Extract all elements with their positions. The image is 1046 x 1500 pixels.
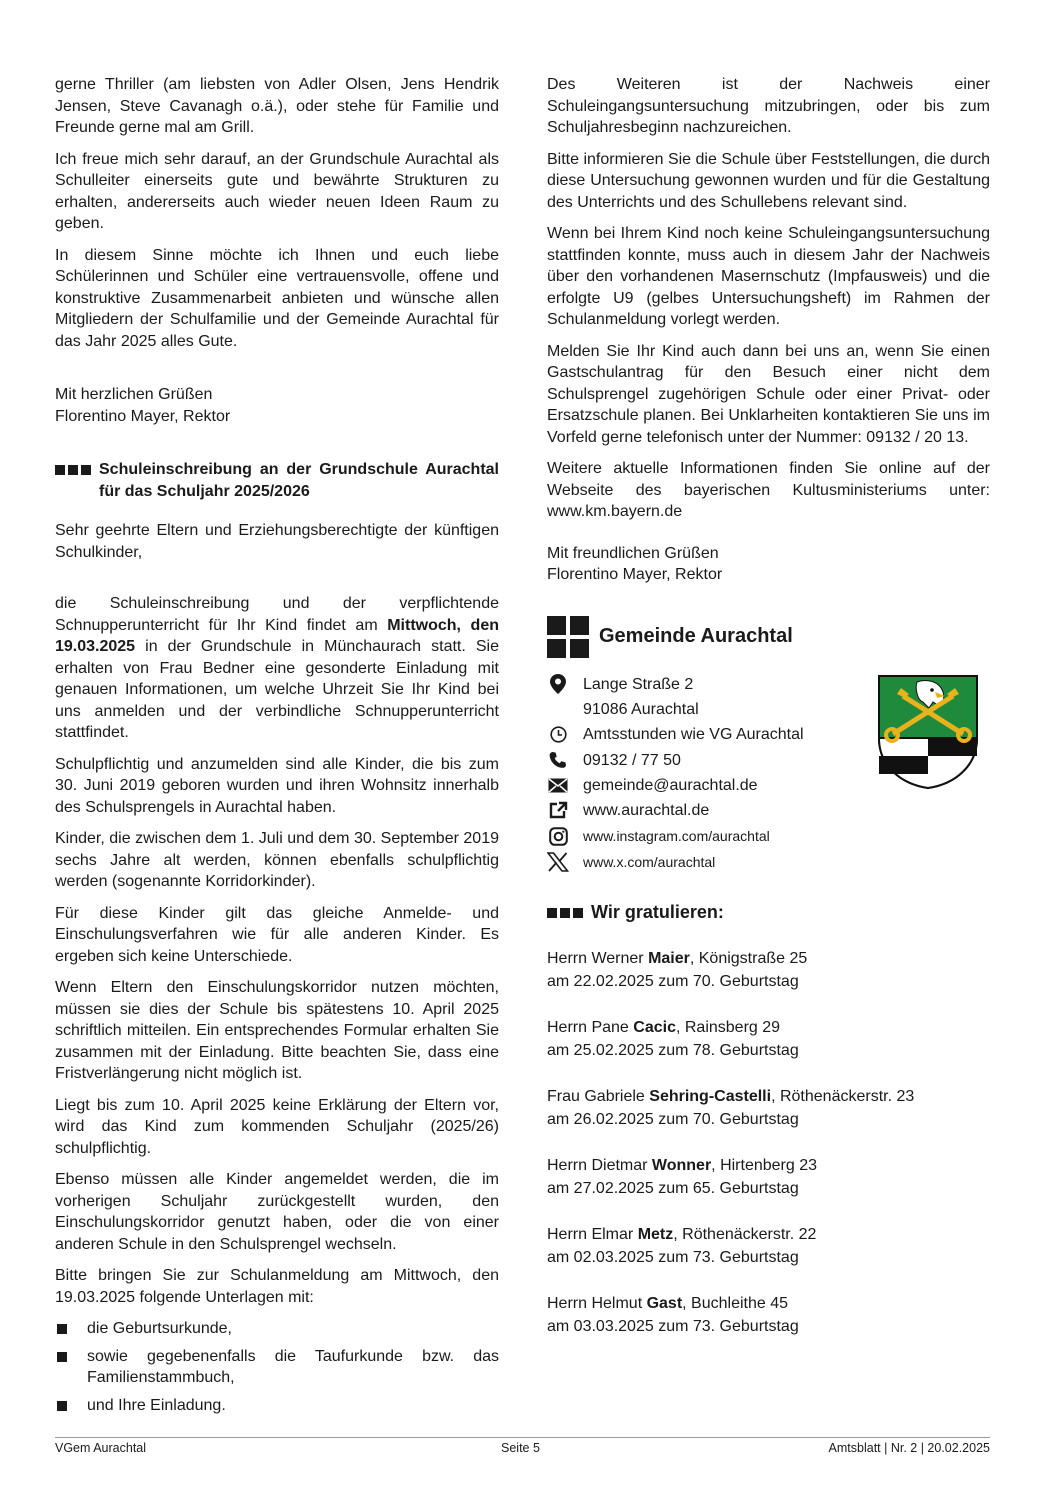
list-item: Herrn Elmar Metz, Röthenäckerstr. 22 am 02.03.2025 zum 73. Geburtstag xyxy=(547,1226,817,1266)
paragraph: Liegt bis zum 10. April 2025 keine Erklärung der Eltern vor, wird das Kind zum kommenden Schuljahr (2025/26) schulpflichtig. xyxy=(55,1096,499,1157)
phone-row xyxy=(547,750,681,772)
clock-icon xyxy=(547,724,569,744)
external-link-icon xyxy=(547,800,569,820)
paragraph: Wenn Eltern den Einschulungskorridor nutzen möchten, müssen sie dies der Schule bis spätestens 10. April 2025 schriftlich mitteilen. Ein entsprechendes Formular erhalten Sie zusammen mit der Einladung. Bitte beachten Sie, dass eine Fristverlängerung nicht möglich ist. xyxy=(55,979,499,1082)
salutation: Sehr geehrte Eltern und Erziehungsberechtigte der künftigen Schulkinder, xyxy=(55,522,499,561)
list-item: Herrn Pane Cacic, Rainsberg 29 am 25.02.2025 zum 78. Geburtstag xyxy=(547,1019,799,1059)
gemeinde-logo-icon xyxy=(547,616,589,658)
paragraph: In diesem Sinne möchte ich Ihnen und euch liebe Schülerinnen und Schüler eine vertrauensvolle, offene und konstruktive Zusammenarbeit anbieten und wünsche allen Mitgliedern der Schulfamilie und der Gemeinde Aurachtal für das Jahr 2025 alles Gute. xyxy=(55,246,499,350)
instagram-row xyxy=(547,826,770,848)
paragraph: Wenn bei Ihrem Kind noch keine Schuleingangsuntersuchung stattfinden konnte, muss auch in diesem Jahr der Nachweis über den vorhandenen Masernschutz (Impfausweis) und die erfolgte U9 (gelbes Untersuchungsheft) im Rahmen der Schulanmeldung vorlegt werden. xyxy=(547,225,990,328)
city-row xyxy=(547,699,699,721)
congrats-heading xyxy=(547,902,990,924)
gemeinde-name: Gemeinde Aurachtal xyxy=(599,624,793,647)
paragraph: Für diese Kinder gilt das gleiche Anmelde- und Einschulungsverfahren wie für alle anderen Kinder. Es ergeben sich keine Unterschiede. xyxy=(55,904,499,965)
x-row xyxy=(547,852,715,874)
instagram-icon xyxy=(547,826,569,846)
paragraph: Bitte informieren Sie die Schule über Feststellungen, die durch diese Untersuchung gewonnen wurden und für die Gestaltung des Unterrichts und des Schullebens relevant sind. xyxy=(547,150,990,211)
address-row xyxy=(547,674,693,696)
email-row xyxy=(547,775,758,797)
enrollment-date: Mittwoch, den 19.03.2025 xyxy=(55,616,499,655)
email-link[interactable]: gemeinde@aurachtal.de xyxy=(583,776,758,794)
section-heading xyxy=(55,459,499,502)
instagram-link[interactable]: www.instagram.com/aurachtal xyxy=(583,827,770,844)
bullet-square-icon xyxy=(57,1352,67,1362)
list-item: und Ihre Einladung. xyxy=(55,1395,499,1417)
paragraph: Ich freue mich sehr darauf, an der Grundschule Aurachtal als Schulleiter einerseits gute und bewährte Strukturen zu erhalten, andererseits auch wieder neuen Ideen Raum zu geben. xyxy=(55,150,499,232)
paragraph: gerne Thriller (am liebsten von Adler Olsen, Jens Hendrik Jensen, Steve Cavanagh o.ä.), oder stehe für Familie und Freunde gerne mal am Grill. xyxy=(55,76,499,136)
paragraph: Melden Sie Ihr Kind auch dann bei uns an, wenn Sie einen Gastschulantrag für den Besuch einer nicht dem Schulsprengel zugehörigen Schule oder einer Privat- oder Ersatzschule planen. Bei Unklarheiten kontaktieren Sie uns im Vorfeld gerne telefonisch unter der Nummer: 09132 / 20 13. xyxy=(547,342,990,446)
city: 91086 Aurachtal xyxy=(583,700,699,718)
issue-info: Amtsblatt | Nr. 2 | 20.02.2025 xyxy=(828,1441,990,1455)
list-item: Herrn Helmut Gast, Buchleithe 45 am 03.03.2025 zum 73. Geburtstag xyxy=(547,1295,799,1335)
congrats-list xyxy=(547,947,990,1338)
closing: Mit herzlichen Grüßen xyxy=(55,386,213,403)
paragraph: Schulpflichtig und anzumelden sind alle Kinder, die bis zum 30. Juni 2019 geboren wurden und ihren Wohnsitz innerhalb des Schulsprengels in Aurachtal haben. xyxy=(55,755,499,816)
page-number: Seite 5 xyxy=(501,1441,540,1455)
list-item: Frau Gabriele Sehring-Castelli, Röthenäckerstr. 23 am 26.02.2025 zum 70. Geburtstag xyxy=(547,1088,915,1128)
heading-squares-icon xyxy=(55,465,91,475)
street: Lange Straße 2 xyxy=(583,675,694,693)
location-pin-icon xyxy=(547,674,569,694)
bullet-square-icon xyxy=(57,1324,67,1334)
paragraph: Bitte bringen Sie zur Schulanmeldung am Mittwoch, den 19.03.2025 folgende Unterlagen mit: xyxy=(55,1267,499,1306)
signature: Florentino Mayer, Rektor xyxy=(547,566,723,583)
list-item: die Geburtsurkunde, xyxy=(55,1318,499,1340)
gemeinde-header xyxy=(547,616,990,658)
phone: 09132 / 77 50 xyxy=(583,751,681,769)
web-row xyxy=(547,800,709,822)
envelope-icon xyxy=(547,775,569,795)
heading-squares-icon xyxy=(547,908,583,918)
closing: Mit freundlichen Grüßen xyxy=(547,544,719,562)
coat-of-arms-icon xyxy=(877,674,979,790)
left-column xyxy=(55,74,499,1422)
office-hours: Amtsstunden wie VG Aurachtal xyxy=(583,725,804,743)
website-link[interactable]: www.aurachtal.de xyxy=(583,801,710,819)
page-footer xyxy=(55,1437,990,1455)
x-link[interactable]: www.x.com/aurachtal xyxy=(583,853,716,870)
x-logo-icon xyxy=(547,852,569,872)
phone-icon xyxy=(547,750,569,770)
contact-block xyxy=(547,674,990,880)
documents-list xyxy=(55,1318,499,1416)
paragraph: Kinder, die zwischen dem 1. Juli und dem 30. September 2019 sechs Jahre alt werden, können ebenfalls schulpflichtig werden (sogenannte Korridorkinder). xyxy=(55,830,499,890)
paragraph: Ebenso müssen alle Kinder angemeldet werden, die im vorherigen Schuljahr zurückgestellt wurden, den Einschulungskorridor genutzt haben, oder die von einer anderen Schule in den Schulsprengel wechseln. xyxy=(55,1171,499,1253)
list-item: Herrn Dietmar Wonner, Hirtenberg 23 am 27.02.2025 zum 65. Geburtstag xyxy=(547,1157,818,1197)
signature: Florentino Mayer, Rektor xyxy=(55,407,231,425)
list-item: Herrn Werner Maier, Königstraße 25 am 22.02.2025 zum 70. Geburtstag xyxy=(547,950,808,990)
section-title: Schuleinschreibung an der Grundschule Aurachtal für das Schuljahr 2025/2026 xyxy=(99,461,499,500)
paragraph: Des Weiteren ist der Nachweis einer Schuleingangsuntersuchung mitzubringen, oder bis zum Schuljahresbeginn nachzureichen. xyxy=(547,76,990,136)
footer-publisher: VGem Aurachtal xyxy=(55,1441,147,1455)
hours-row xyxy=(547,724,804,746)
bullet-square-icon xyxy=(57,1401,67,1411)
paragraph-enrollment: die Schuleinschreibung und der verpflichtende Schnupperunterricht für Ihr Kind findet am Mittwoch, den 19.03.2025 in der Grundschule in Münchaurach statt. Sie erhalten von Frau Bedner eine gesonderte Einladung mit genauen Informationen, um welche Uhrzeit Sie Ihr Kind bei uns anmelden und der verbindliche Schnupperunterricht stattfindet. xyxy=(55,595,499,741)
congrats-title: Wir gratulieren: xyxy=(591,901,724,922)
right-column xyxy=(547,74,990,1361)
list-item: sowie gegebenenfalls die Taufurkunde bzw. das Familienstammbuch, xyxy=(55,1346,499,1389)
paragraph: Weitere aktuelle Informationen finden Sie online auf der Webseite des bayerischen Kultusministeriums unter: www.km.bayern.de xyxy=(547,460,990,520)
